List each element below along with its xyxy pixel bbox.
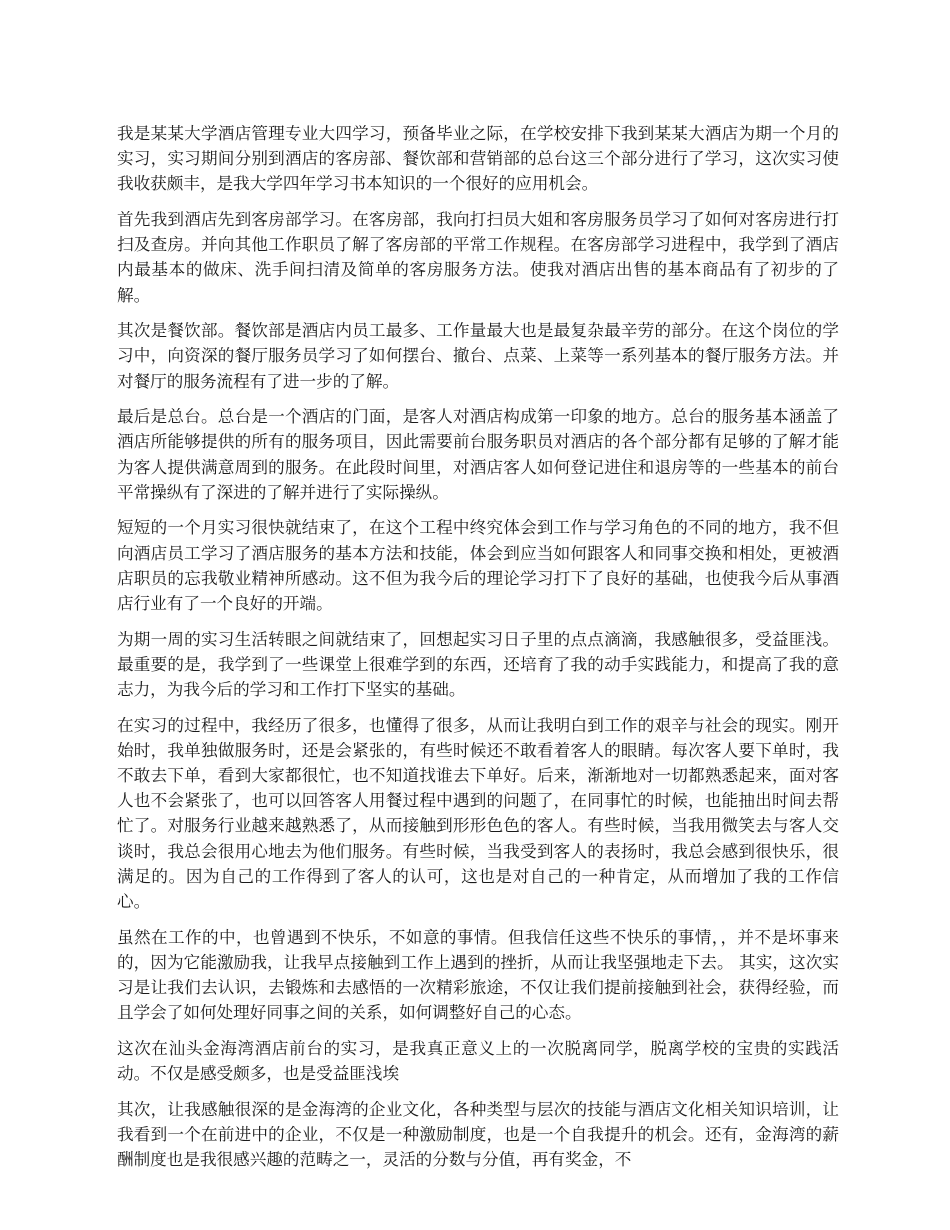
paragraph-10: 其次，让我感触很深的是金海湾的企业文化，各种类型与层次的技能与酒店文化相关知识培训，让我看到一个在前进中的企业，不仅是一种激励制度，也是一个自我提升的机会。还有，金海湾的薪酬制度也是我很感兴趣的范畴之一，灵活的分数与分值，再有奖金，不 (117, 1099, 839, 1170)
paragraph-6: 为期一周的实习生活转眼之间就结束了，回想起实习日子里的点点滴滴，我感触很多，受益匪浅。最重要的是，我学到了一些课堂上很难学到的东西，还培育了我的动手实践能力，和提高了我的意志力，为我今后的学习和工作打下坚实的基础。 (117, 629, 839, 700)
paragraph-7: 在实习的过程中，我经历了很多，也懂得了很多，从而让我明白到工作的艰辛与社会的现实。刚开始时，我单独做服务时，还是会紧张的，有些时候还不敢看着客人的眼睛。每次客人要下单时，我不敢去下单，看到大家都很忙，也不知道找谁去下单好。后来，渐渐地对一切都熟悉起来，面对客人也不会紧张了，也可以回答客人用餐过程中遇到的问题了，在同事忙的时候，也能抽出时间去帮忙了。对服务行业越来越熟悉了，从而接触到形形色色的客人。有些时候，当我用微笑去与客人交谈时，我总会很用心地去为他们服务。有些时候，当我受到客人的表扬时，我总会感到很快乐，很满足的。因为自己的工作得到了客人的认可，这也是对自己的一种肯定，从而增加了我的工作信心。 (117, 715, 839, 912)
paragraph-8: 虽然在工作的中，也曾遇到不快乐，不如意的事情。但我信任这些不快乐的事情，，并不是坏事来的，因为它能激励我，让我早点接触到工作上遇到的挫折，从而让我坚强地走下去。 其实，这次实习是让我们去认识，去锻炼和去感悟的一次精彩旅途，不仅让我们提前接触到社会，获得经验，而且学会了如何处理好同事之间的关系，如何调整好自己的心态。 (117, 927, 839, 1023)
paragraph-9: 这次在汕头金海湾酒店前台的实习，是我真正意义上的一次脱离同学，脱离学校的宝贵的实践活动。不仅是感受颇多，也是受益匪浅埃 (117, 1038, 839, 1084)
paragraph-5: 短短的一个月实习很快就结束了，在这个工程中终究体会到工作与学习角色的不同的地方，我不但向酒店员工学习了酒店服务的基本方法和技能，体会到应当如何跟客人和同事交换和相处，更被酒店职员的忘我敬业精神所感动。这不但为我今后的理论学习打下了良好的基础，也使我今后从事酒店行业有了一个良好的开端。 (117, 518, 839, 614)
paragraph-3: 其次是餐饮部。餐饮部是酒店内员工最多、工作量最大也是最复杂最辛劳的部分。在这个岗位的学习中，向资深的餐厅服务员学习了如何摆台、撤台、点菜、上菜等一系列基本的餐厅服务方法。并对餐厅的服务流程有了进一步的了解。 (117, 321, 839, 391)
paragraph-4: 最后是总台。总台是一个酒店的门面，是客人对酒店构成第一印象的地方。总台的服务基本涵盖了酒店所能够提供的所有的服务项目，因此需要前台服务职员对酒店的各个部分都有足够的了解才能为客人提供满意周到的服务。在此段时间里，对酒店客人如何登记进住和退房等的一些基本的前台平常操纵有了深进的了解并进行了实际操纵。 (117, 407, 839, 502)
paragraph-2: 首先我到酒店先到客房部学习。在客房部，我向打扫员大姐和客房服务员学习了如何对客房进行打扫及查房。并向其他工作职员了解了客房部的平常工作规程。在客房部学习进程中，我学到了酒店内最基本的做床、洗手间扫清及简单的客房服务方法。使我对酒店出售的基本商品有了初步的了解。 (117, 210, 839, 305)
paragraph-1: 我是某某大学酒店管理专业大四学习，预备毕业之际，在学校安排下我到某某大酒店为期一个月的实习，实习期间分别到酒店的客房部、餐饮部和营销部的总台这三个部分进行了学习，这次实习使我收获颇丰，是我大学四年学习书本知识的一个很好的应用机会。 (117, 124, 839, 194)
document-page (117, 121, 839, 1221)
